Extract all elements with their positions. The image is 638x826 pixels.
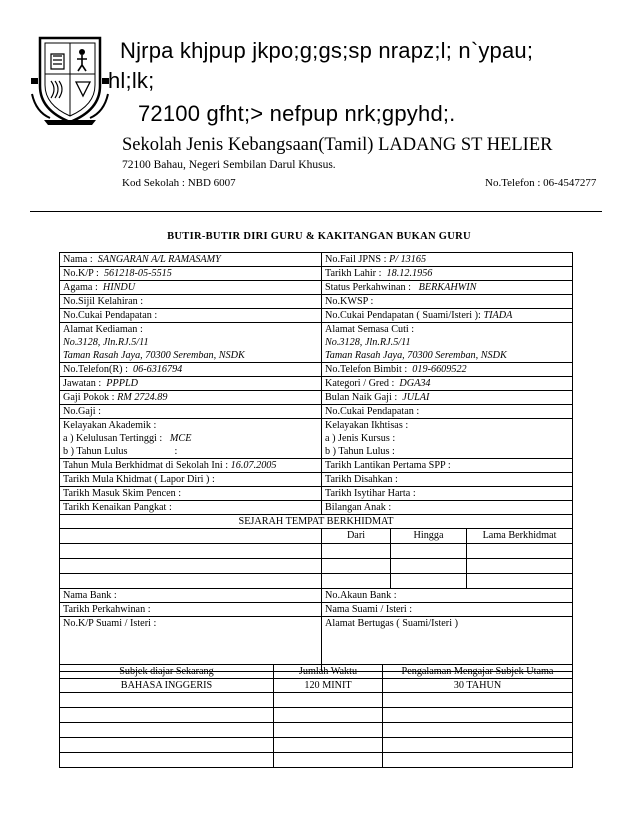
table-row: [60, 574, 573, 589]
bulan-value: JULAI: [402, 392, 430, 403]
cukai-pasangan-cell: [322, 309, 573, 323]
jawatan-value: PPPLD: [106, 378, 138, 389]
nofail-value: P/ 13165: [388, 254, 427, 265]
pengalaman-cell: 30 TAHUN: [383, 679, 573, 693]
gaji-value: RM 2724.89: [117, 392, 168, 403]
jawatan-label: Jawatan :: [63, 378, 102, 389]
akademik-b-row: [63, 445, 318, 458]
nokp-value: 561218-05-5515: [103, 268, 172, 279]
agama-value: HINDU: [102, 282, 136, 293]
tamil-school-name-line1: Njrpa khjpup jkpo;g;gs;sp nrapz;l; n`ypau;: [120, 38, 534, 63]
table-row: [60, 459, 573, 473]
mula-sekolah-cell: [60, 459, 322, 473]
table-row: [60, 377, 573, 391]
isytihar-label: Tarikh Isytihar Harta :: [322, 487, 573, 501]
table-row: [60, 665, 573, 679]
tamil-school-name-line2: hl;lk;: [108, 68, 155, 93]
nokp-label: No.K/P :: [63, 268, 99, 279]
school-telephone: No.Telefon : 06-4547277: [485, 177, 597, 189]
kp-pasangan-label: No.K/P Suami / Isteri :: [60, 617, 322, 672]
hingga-header: Hingga: [391, 529, 467, 544]
alamat-line2: Taman Rasah Jaya, 70300 Seremban, NSDK: [63, 350, 245, 361]
gaji-cell: [60, 391, 322, 405]
sejarah-blank-header: [60, 529, 322, 544]
table-row: [60, 281, 573, 295]
table-row: [60, 419, 573, 459]
table-row: [60, 405, 573, 419]
form-title: BUTIR-BUTIR DIRI GURU & KAKITANGAN BUKAN GURU: [167, 231, 471, 242]
akaun-label: No.Akaun Bank :: [322, 589, 573, 603]
school-code: Kod Sekolah : NBD 6007: [122, 177, 236, 189]
tarikh-lahir-cell: [322, 267, 573, 281]
pengalaman-header: Pengalaman Mengajar Subjek Utama: [383, 665, 573, 679]
nogaji-label: No.Gaji :: [60, 405, 322, 419]
table-row: [60, 723, 573, 738]
alamat-cell: [60, 323, 322, 363]
akademik-label: Kelayakan Akademik :: [63, 420, 157, 431]
kategori-label: Kategori / Gred :: [325, 378, 395, 389]
ikhtisas-cell: [322, 419, 573, 459]
akademik-a-label: a ) Kelulusan Tertinggi :: [63, 433, 163, 444]
subjek-cell: BAHASA INGGERIS: [60, 679, 274, 693]
school-address: 72100 Bahau, Negeri Sembilan Darul Khusus.: [122, 159, 336, 171]
agama-cell: [60, 281, 322, 295]
nofail-label: No.Fail JPNS :: [325, 254, 387, 265]
table-row: [60, 753, 573, 768]
kategori-value: DGA34: [399, 378, 431, 389]
mula-sekolah-value: 16.07.2005: [230, 460, 277, 471]
kahwin-label: Tarikh Perkahwinan :: [60, 603, 322, 617]
gaji-label: Gaji Pokok :: [63, 392, 115, 403]
subjek-header: Subjek diajar Sekarang: [60, 665, 274, 679]
mula-sekolah-label: Tahun Mula Berkhidmat di Sekolah Ini :: [63, 460, 229, 471]
pencen-label: Tarikh Masuk Skim Pencen :: [60, 487, 322, 501]
nokp-cell: [60, 267, 322, 281]
bertugas-label: Alamat Bertugas ( Suami/Isteri ): [322, 617, 573, 672]
telefon-r-value: 06-6316794: [133, 364, 183, 375]
table-row: [60, 253, 573, 267]
table-row: [60, 738, 573, 753]
table-row: [60, 603, 573, 617]
bimbit-label: No.Telefon Bimbit :: [325, 364, 408, 375]
header-divider: [30, 211, 602, 212]
nofail-cell: [322, 253, 573, 267]
bimbit-value: 019-6609522: [412, 364, 467, 375]
nama-cell: [60, 253, 322, 267]
status-label: Status Perkahwinan :: [325, 282, 412, 293]
tamil-address-line: 72100 gfht;> nefpup nrk;gpyhd;.: [138, 101, 456, 126]
cukai-pasangan-label: No.Cukai Pendapatan ( Suami/Isteri ):: [325, 310, 481, 321]
akademik-b-colon: :: [174, 446, 178, 457]
table-row: [60, 363, 573, 377]
jawatan-cell: [60, 377, 322, 391]
akademik-cell: [60, 419, 322, 459]
table-row: [60, 309, 573, 323]
bimbit-cell: [322, 363, 573, 377]
table-row: [60, 295, 573, 309]
table-row: [60, 323, 573, 363]
mula-khidmat-label: Tarikh Mula Khidmat ( Lapor Diri ) :: [60, 473, 322, 487]
akademik-b-label: b ) Tahun Lulus: [63, 446, 128, 457]
tarikh-lahir-value: 18.12.1956: [386, 268, 433, 279]
kenaikan-label: Tarikh Kenaikan Pangkat :: [60, 501, 322, 515]
cukai-label: No.Cukai Pendapatan :: [60, 309, 322, 323]
nama-label: Nama :: [63, 254, 93, 265]
lantikan-label: Tarikh Lantikan Pertama SPP :: [322, 459, 573, 473]
agama-label: Agama :: [63, 282, 98, 293]
ikhtisas-b-label: b ) Tahun Lulus :: [325, 446, 395, 457]
telefon-r-label: No.Telefon(R) :: [63, 364, 128, 375]
nama-value: SANGARAN A/L RAMASAMY: [97, 254, 221, 265]
school-crest-icon: [30, 34, 110, 126]
school-name: Sekolah Jenis Kebangsaan(Tamil) LADANG ST HELIER: [122, 135, 553, 155]
sijil-label: No.Sijil Kelahiran :: [60, 295, 322, 309]
alamat-line1: No.3128, Jln.RJ.5/11: [63, 337, 149, 348]
personal-details-table: [59, 252, 573, 672]
pasangan-label: Nama Suami / Isteri :: [322, 603, 573, 617]
bank-label: Nama Bank :: [60, 589, 322, 603]
kategori-cell: [322, 377, 573, 391]
alamat-cuti-cell: [322, 323, 573, 363]
table-row: [60, 589, 573, 603]
akademik-a-row: [63, 432, 318, 445]
table-row: [60, 708, 573, 723]
cukai-pasangan-value: TIADA: [483, 310, 513, 321]
tarikh-lahir-label: Tarikh Lahir :: [325, 268, 382, 279]
status-cell: [322, 281, 573, 295]
ikhtisas-a-label: a ) Jenis Kursus :: [325, 433, 396, 444]
subjects-table: [59, 664, 573, 768]
table-row: [60, 559, 573, 574]
table-row: [60, 679, 573, 693]
jumlah-waktu-cell: 120 MINIT: [274, 679, 383, 693]
kwsp-label: No.KWSP :: [322, 295, 573, 309]
alamat-cuti-line1: No.3128, Jln.RJ.5/11: [325, 337, 411, 348]
table-row: [60, 515, 573, 529]
dari-header: Dari: [322, 529, 391, 544]
table-row: [60, 267, 573, 281]
akademik-a-value: MCE: [169, 433, 192, 444]
jumlah-waktu-header: Jumlah Waktu: [274, 665, 383, 679]
alamat-cuti-line2: Taman Rasah Jaya, 70300 Seremban, NSDK: [325, 350, 507, 361]
bulan-label: Bulan Naik Gaji :: [325, 392, 398, 403]
telefon-r-cell: [60, 363, 322, 377]
alamat-label: Alamat Kediaman :: [63, 324, 143, 335]
table-row: [60, 473, 573, 487]
anak-label: Bilangan Anak :: [322, 501, 573, 515]
table-row: [60, 529, 573, 544]
alamat-cuti-label: Alamat Semasa Cuti :: [325, 324, 415, 335]
lama-header: Lama Berkhidmat: [467, 529, 573, 544]
table-row: [60, 487, 573, 501]
table-row: [60, 693, 573, 708]
table-row: [60, 544, 573, 559]
table-row: [60, 501, 573, 515]
disahkan-label: Tarikh Disahkan :: [322, 473, 573, 487]
ikhtisas-label: Kelayakan Ikhtisas :: [325, 420, 409, 431]
table-row: [60, 391, 573, 405]
bulan-cell: [322, 391, 573, 405]
sejarah-heading: SEJARAH TEMPAT BERKHIDMAT: [60, 515, 573, 529]
status-value: BERKAHWIN: [418, 282, 477, 293]
nocukai-label: No.Cukai Pendapatan :: [322, 405, 573, 419]
